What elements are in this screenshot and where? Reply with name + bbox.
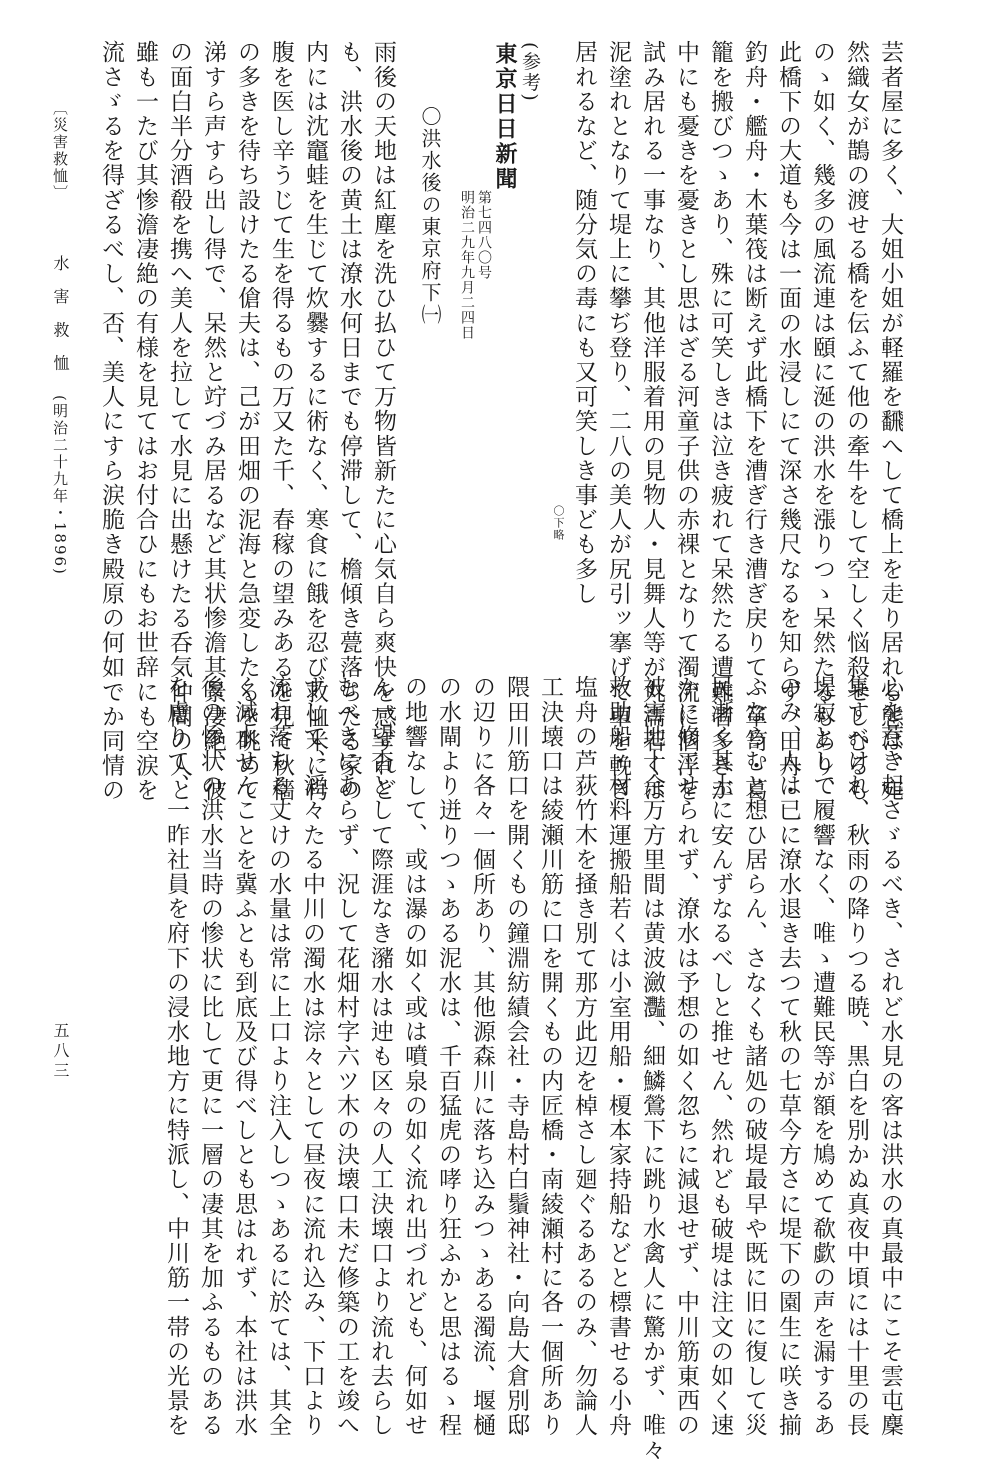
text-line: ん一望杳として際涯なき瀦水は迚も区々の人工決壊口より流れ去らし bbox=[367, 675, 393, 1438]
text-line: の地響なして、或は瀑の如く或は噴泉の如く流れ出づれども、何如せ bbox=[401, 675, 427, 1438]
text-line: 雖も一たび其惨澹凄絶の有様を見てはお付合ひにもお世辞にも空涙を bbox=[132, 40, 158, 803]
chapter-title: 水 害 救 恤 bbox=[51, 255, 70, 377]
section-tag: 〔災害救恤〕 bbox=[51, 100, 69, 202]
text-line: 救助船・材料運搬船若くは小室用船・榎本家持船などと標書せる小舟 bbox=[605, 675, 631, 1438]
text-line: 居れるなど、随分気の毒にも又可笑しき事ども多し bbox=[571, 40, 597, 606]
text-line: 雨後の天地は紅塵を洗ひ払ひて万物皆新たに心気自ら爽快を感ずれど bbox=[370, 40, 396, 803]
text-line: 隈田川筋口を開くもの鐘淵紡績会社・寺島村白鬚神社・向島大倉別邸 bbox=[503, 675, 529, 1438]
text-line: のみ、人は已に潦水退き去つて秋の七草今方さに堤下の園生に咲き揃 bbox=[775, 675, 801, 1438]
text-line: のゝ如く、幾多の風流連は頤に涎の洪水を漲りつゝ呆然たるもあり、 bbox=[809, 40, 835, 803]
text-line: 籠を搬びつゝあり、殊に可笑しきは泣き疲れて呆然たる遭難者多きが bbox=[707, 40, 733, 803]
text-line: を慮りて、一昨社員を府下の浸水地方に特派し、中川筋一帯の光景を bbox=[163, 675, 189, 1438]
newspaper-title: 東京日日新聞 bbox=[492, 42, 518, 192]
text-line: 腹を医し辛うじて生を得るもの万又た千、春稼の望みあるを見て秋穡 bbox=[268, 40, 294, 803]
text-line: 心を惹き起さゞるべき、されど水見の客は洪水の真最中にこそ雲屯麇 bbox=[877, 675, 903, 1438]
omitted-note: 〇下略 bbox=[552, 505, 565, 541]
text-line: く減水せんことを冀ふとも到底及び得べしとも思はれず、本社は洪水 bbox=[231, 675, 257, 1438]
text-line: 然織女が鵲の渡せる橋を伝ふて他の牽牛をして空しく悩殺せしむるも bbox=[843, 40, 869, 803]
text-line: 泥塗れとなりて堤上に攀ぢ登り、二八の美人が尻引ッ搴げて車を輓き bbox=[605, 40, 631, 803]
reference-label: (参考) bbox=[519, 42, 541, 103]
text-line: 内には沈竈蛙を生じて炊爨するに術なく、寒食に餓を忍び救恤米に枵 bbox=[302, 40, 328, 803]
text-line: 後の惨状の洪水当時の惨状に比して更に一層の凄其を加ふるものある bbox=[197, 675, 223, 1438]
text-line: 中にも憂きを憂きとし思はざる河童子供の赤裸となりて濁流に泅浮を bbox=[673, 40, 699, 803]
text-line: ふならむと想ひ居らん、さなくも諸処の破堤最早や既に旧に復して災 bbox=[741, 675, 767, 1438]
text-line: 流れ落ちる丈けの水量は常に上口より注入しつゝあるに於ては、其全 bbox=[265, 675, 291, 1438]
text-line: 此橋下の大道も今は一面の水浸しにて深さ幾尺なるを知らず、田舟・ bbox=[775, 40, 801, 803]
text-line: の辺りに各々一個所あり、其他源森川に落ち込みつゝある濁流、堰樋 bbox=[469, 675, 495, 1438]
text-line: 被害地十余万方里間は黄波瀲灩、細鱗鶯下に跳り水禽人に驚かず、唯々 bbox=[639, 675, 665, 1462]
text-line: 釣舟・艦舟・木葉筏は断えず此橋下を漕ぎ行き漕ぎ戻りて、箪笥・葛 bbox=[741, 40, 767, 803]
text-line: 芸者屋に多く、大姐小姐が軽羅を飜へして橋上を走り居れる態は、宛 bbox=[877, 40, 903, 803]
text-line: の多きを待ち設けたる傖夫は、己が田畑の泥海と急変したるを眺めて bbox=[234, 40, 260, 803]
text-line: も、洪水後の黄土は潦水何日までも停滞して、檐傾き甍落ちたる家の bbox=[336, 40, 362, 803]
issue-number: 第七四八〇号 bbox=[476, 190, 492, 280]
text-line: 集すべけれ、秋雨の降りつる暁、黒白を別かぬ真夜中頃には十里の長 bbox=[843, 675, 869, 1438]
issue-date: 明治二九年九月二四日 bbox=[459, 190, 475, 340]
text-line: 民漸く其土に安んずなるべしと推せん、然れども破堤は注文の如く速 bbox=[707, 675, 733, 1438]
text-line: の水閘より迸りつゝある泥水は、千百猛虎の哮り狂ふかと思はるゝ程 bbox=[435, 675, 461, 1438]
article-title: 〇洪水後の東京府下㈠ bbox=[418, 106, 442, 326]
text-line: 試み居れる一事なり、其他洋服着用の見物人・見舞人等が丸濡若くは bbox=[639, 40, 665, 803]
text-line: かに修工せられず、潦水は予想の如く忽ちに減退せず、中川筋東西の bbox=[673, 675, 699, 1438]
text-line: 涕すら声すら出し得で、呆然と竚づみ居るなど其状惨澹其景凄絶、彼 bbox=[200, 40, 226, 803]
text-line: ずして、滔々たる中川の濁水は淙々として昼夜に流れ込み、下口より bbox=[299, 675, 325, 1438]
text-line: 工決壊口は綾瀬川筋に口を開くもの内匠橋・南綾瀬村に各一個所あり bbox=[537, 675, 563, 1438]
text-line: 堤寂として履響なく、唯ゝ遭難民等が額を鳩めて欷歔の声を漏するあ bbox=[809, 675, 835, 1438]
text-line: 塩舟の芦荻竹木を掻き別て那方此辺を棹さし廻ぐるあるのみ、勿論人 bbox=[571, 675, 597, 1438]
era-label: (明治二十九年・1896) bbox=[51, 395, 69, 576]
text-line: の面白半分酒殽を携へ美人を拉して水見に出懸けたる呑気仲間の人と bbox=[166, 40, 192, 803]
page-number: 五八三 bbox=[51, 1022, 70, 1082]
text-line: 流さゞるを得ざるべし、否、美人にすら涙脆き殿原の何如でか同情の bbox=[98, 40, 124, 803]
text-line: むべきにあらず、況して花畑村字六ツ木の決壊口未だ修築の工を竣へ bbox=[333, 675, 359, 1438]
